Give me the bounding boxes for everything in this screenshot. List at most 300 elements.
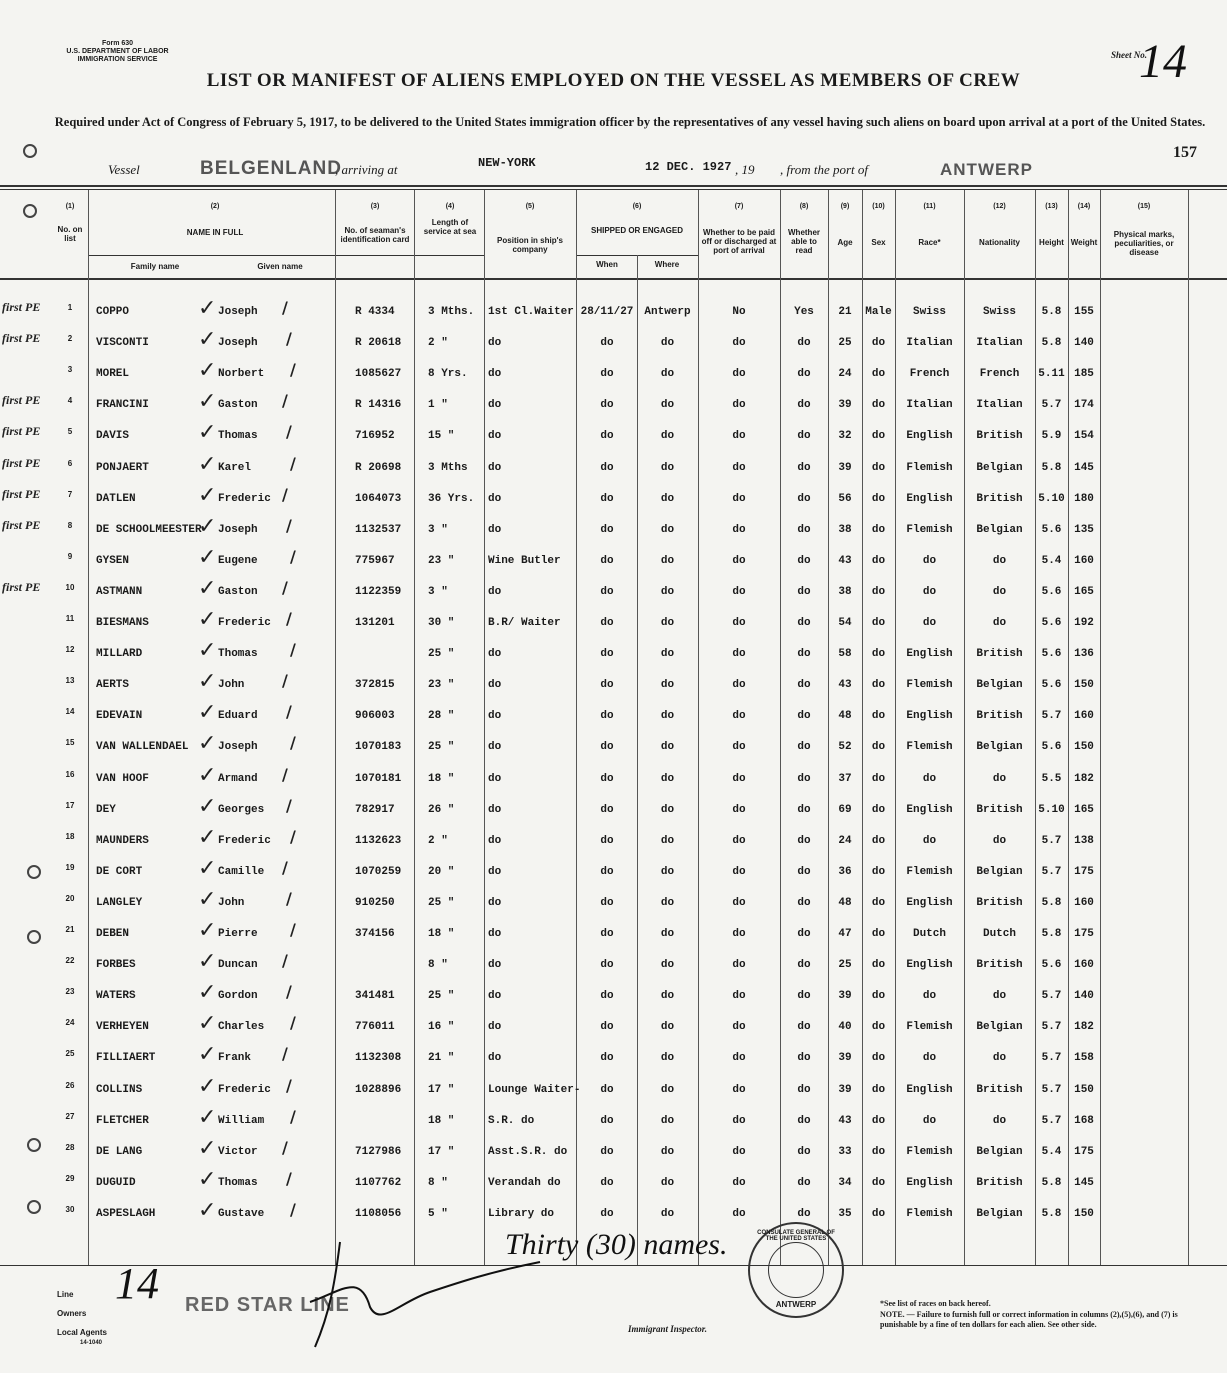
paid-off: do xyxy=(732,1207,746,1220)
family-name: DEBEN xyxy=(96,928,130,940)
row-number: 8 xyxy=(67,520,73,530)
race: do xyxy=(922,834,937,847)
table-row xyxy=(0,1166,1227,1200)
tick-mark-icon: / xyxy=(286,515,292,535)
age: 32 xyxy=(838,430,852,443)
given-name: Gordon xyxy=(218,990,258,1003)
row-number: 3 xyxy=(67,365,73,375)
name-subheader-rule xyxy=(88,255,484,256)
given-name: Thomas xyxy=(218,1176,258,1189)
tick-mark-icon: / xyxy=(290,360,296,380)
shipped-when: do xyxy=(600,399,614,412)
able-to-read: do xyxy=(797,368,811,381)
family-name: AERTS xyxy=(96,679,130,692)
weight: 150 xyxy=(1074,1083,1094,1096)
tick-mark-icon: / xyxy=(286,982,292,1002)
weight: 175 xyxy=(1074,928,1094,940)
tick-mark-icon: / xyxy=(282,951,288,971)
paid-off: do xyxy=(732,741,746,754)
service-length: 18 " xyxy=(428,772,455,785)
nationality: Belgian xyxy=(976,679,1023,692)
weight: 175 xyxy=(1074,1145,1094,1158)
given-name: Norbert xyxy=(218,368,265,381)
checkmark-icon: ✓ xyxy=(198,1135,217,1161)
age: 43 xyxy=(838,554,852,567)
seal-top-text: CONSULATE GENERAL OF THE UNITED STATES xyxy=(757,1230,835,1242)
checkmark-icon: ✓ xyxy=(198,607,217,632)
margin-annotation: first PE xyxy=(2,331,41,346)
row-number: 16 xyxy=(65,769,75,779)
header-id-card: No. of seaman's identification card xyxy=(340,226,410,244)
nationality: Belgian xyxy=(976,523,1023,536)
tick-mark-icon: / xyxy=(290,1013,296,1033)
height: 5.7 xyxy=(1041,990,1062,1003)
ship-position: 1st Cl.Waiter xyxy=(488,306,574,318)
service-length: 15 " xyxy=(428,430,455,443)
race: English xyxy=(906,492,953,505)
family-name: COLLINS xyxy=(96,1083,143,1096)
family-name: GYSEN xyxy=(96,554,130,567)
table-row xyxy=(0,793,1227,827)
weight: 155 xyxy=(1074,306,1094,318)
col-number: (3) xyxy=(370,203,380,210)
service-length: 3 Mths. xyxy=(428,306,475,318)
sex: do xyxy=(871,523,886,536)
ship-position: do xyxy=(488,461,502,474)
shipped-when: do xyxy=(600,648,614,661)
age: 48 xyxy=(838,896,852,909)
service-length: 30 " xyxy=(428,617,455,629)
shipped-when: do xyxy=(600,1207,614,1220)
race: do xyxy=(922,554,937,567)
family-name: MILLARD xyxy=(96,648,143,661)
family-name: VERHEYEN xyxy=(96,1021,149,1034)
nationality: Swiss xyxy=(982,306,1016,318)
age: 34 xyxy=(838,1176,852,1189)
id-card-number: 906003 xyxy=(355,710,395,723)
race: English xyxy=(906,896,953,909)
checkmark-icon: ✓ xyxy=(198,451,217,477)
paid-off: do xyxy=(732,1021,746,1034)
table-row xyxy=(0,544,1227,578)
table-row xyxy=(0,1104,1227,1138)
given-name: Joseph xyxy=(218,523,258,536)
table-row xyxy=(0,1135,1227,1169)
shipped-where: do xyxy=(660,803,675,816)
able-to-read: Yes xyxy=(794,306,814,318)
tick-mark-icon: / xyxy=(286,888,292,908)
family-name: ASPESLAGH xyxy=(96,1207,156,1220)
punch-hole xyxy=(27,1138,41,1152)
family-name: BIESMANS xyxy=(96,617,149,629)
height: 5.7 xyxy=(1041,1083,1062,1096)
col-number: (12) xyxy=(993,203,1006,210)
able-to-read: do xyxy=(797,1176,811,1189)
height: 5.9 xyxy=(1041,430,1062,443)
height: 5.5 xyxy=(1041,772,1062,785)
penalty-note: NOTE. — Failure to furnish full or correct information in columns (2),(5),(6), and (7) is punishable by a fine of ten dollars for each alien. See other side. xyxy=(880,1310,1178,1329)
service-length: 3 " xyxy=(428,585,448,598)
paid-off: do xyxy=(732,990,746,1003)
given-name: John xyxy=(218,896,245,909)
checkmark-icon: ✓ xyxy=(198,855,217,881)
age: 39 xyxy=(838,399,852,412)
shipped-where: do xyxy=(660,741,675,754)
nationality: Italian xyxy=(976,399,1023,412)
nationality: do xyxy=(992,834,1007,847)
shipped-when: do xyxy=(600,834,614,847)
given-name: Frederic xyxy=(218,834,271,847)
age: 58 xyxy=(838,648,852,661)
checkmark-icon: ✓ xyxy=(198,1197,217,1223)
shipped-when: do xyxy=(600,990,614,1003)
nationality: do xyxy=(992,1052,1007,1065)
table-row xyxy=(0,920,1227,951)
family-name: DAVIS xyxy=(96,430,130,443)
age: 25 xyxy=(838,959,852,972)
height: 5.7 xyxy=(1041,1052,1062,1065)
age: 21 xyxy=(838,306,852,318)
id-card-number: 1064073 xyxy=(355,492,402,505)
nationality: British xyxy=(976,1083,1023,1096)
given-name: Pierre xyxy=(218,928,258,940)
row-number: 18 xyxy=(65,831,75,841)
paid-off: do xyxy=(732,461,746,474)
height: 5.6 xyxy=(1041,523,1062,536)
header-where: Where xyxy=(654,260,680,269)
able-to-read: do xyxy=(797,803,811,816)
id-card-number: 131201 xyxy=(355,617,395,629)
family-name: EDEVAIN xyxy=(96,710,143,723)
service-length: 36 Yrs. xyxy=(428,492,475,505)
race: Flemish xyxy=(906,679,953,692)
weight: 150 xyxy=(1074,741,1094,754)
given-name: Joseph xyxy=(218,337,258,350)
checkmark-icon: ✓ xyxy=(198,513,217,539)
margin-annotation: first PE xyxy=(2,300,41,314)
id-card-number: R 4334 xyxy=(355,306,395,318)
nationality: do xyxy=(992,617,1007,629)
sex: do xyxy=(871,554,886,567)
weight: 145 xyxy=(1074,461,1094,474)
sex: do xyxy=(871,1145,886,1158)
paid-off: do xyxy=(732,1114,746,1127)
id-card-number: 1132537 xyxy=(355,523,402,536)
given-name: Victor xyxy=(218,1145,258,1158)
given-name: Armand xyxy=(218,772,258,785)
weight: 165 xyxy=(1074,803,1094,816)
service-length: 8 " xyxy=(428,959,448,972)
header-race: Race* xyxy=(918,238,941,247)
shipped-when: do xyxy=(600,1021,614,1034)
checkmark-icon: ✓ xyxy=(198,1042,217,1068)
table-row xyxy=(0,702,1227,733)
tick-mark-icon: / xyxy=(286,422,292,442)
header-no-on-list: No. on list xyxy=(57,225,83,243)
seal-bottom-text: ANTWERP xyxy=(775,1300,817,1309)
nationality: do xyxy=(992,772,1007,785)
ship-position: Wine Butler xyxy=(488,554,561,567)
shipped-when: do xyxy=(600,430,614,443)
weight: 185 xyxy=(1074,368,1094,381)
shipped-when: do xyxy=(600,865,614,878)
consulate-seal xyxy=(748,1222,844,1318)
ship-position: do xyxy=(488,1052,502,1065)
ship-position: do xyxy=(488,959,502,972)
header-given-name: Given name xyxy=(257,262,303,271)
shipped-when: do xyxy=(600,337,614,350)
checkmark-icon: ✓ xyxy=(198,420,217,446)
height: 5.6 xyxy=(1041,585,1062,598)
ship-position: do xyxy=(488,1021,502,1034)
tick-mark-icon: / xyxy=(286,1168,292,1188)
tick-mark-icon: / xyxy=(282,1137,288,1157)
punch-hole xyxy=(27,865,41,879)
weight: 135 xyxy=(1074,523,1094,536)
row-number: 12 xyxy=(65,645,75,655)
family-name: LANGLEY xyxy=(96,896,143,909)
given-name: Joseph xyxy=(218,306,258,318)
able-to-read: do xyxy=(797,617,811,629)
age: 39 xyxy=(838,1052,852,1065)
family-name: VISCONTI xyxy=(96,337,149,350)
nationality: Dutch xyxy=(982,928,1016,940)
height: 5.6 xyxy=(1041,648,1062,661)
shipped-where: do xyxy=(660,959,675,972)
checkmark-icon: ✓ xyxy=(198,824,217,850)
age: 37 xyxy=(838,772,852,785)
tick-mark-icon: / xyxy=(282,764,288,784)
tick-mark-icon: / xyxy=(286,609,292,628)
ship-position: do xyxy=(488,337,502,350)
able-to-read: do xyxy=(797,1145,811,1158)
able-to-read: do xyxy=(797,399,811,412)
checkmark-icon: ✓ xyxy=(198,1166,217,1192)
table-row xyxy=(0,482,1227,516)
from-port-label: , from the port of xyxy=(780,162,868,177)
height: 5.8 xyxy=(1041,461,1062,474)
paid-off: do xyxy=(732,617,746,629)
weight: 150 xyxy=(1074,679,1094,692)
id-card-number: R 20618 xyxy=(355,337,402,350)
height: 5.8 xyxy=(1041,896,1062,909)
col-number: (10) xyxy=(872,203,885,210)
age: 24 xyxy=(838,834,852,847)
able-to-read: do xyxy=(797,1021,811,1034)
checkmark-icon: ✓ xyxy=(198,980,217,1006)
service-length: 2 " xyxy=(428,834,448,847)
header-paid-off: Whether to be paid off or discharged at port of arrival xyxy=(701,228,777,255)
nationality: Belgian xyxy=(976,1207,1023,1220)
checkmark-icon: ✓ xyxy=(198,1104,217,1130)
family-name: FORBES xyxy=(96,959,136,972)
race: do xyxy=(922,772,937,785)
service-length: 23 " xyxy=(428,554,455,567)
shipped-when: do xyxy=(600,368,614,381)
shipped-when: do xyxy=(600,1083,614,1096)
punch-hole xyxy=(27,930,41,944)
given-name: William xyxy=(218,1114,265,1127)
paid-off: do xyxy=(732,523,746,536)
weight: 174 xyxy=(1074,399,1094,412)
tick-mark-icon: / xyxy=(286,702,292,722)
race: English xyxy=(906,1176,953,1189)
given-name: Thomas xyxy=(218,648,258,661)
ship-position: do xyxy=(488,772,502,785)
family-name: VAN HOOF xyxy=(96,772,149,785)
shipped-where: do xyxy=(660,399,675,412)
service-length: 26 " xyxy=(428,803,455,816)
given-name: Gustave xyxy=(218,1207,265,1220)
service-length: 21 " xyxy=(428,1052,455,1065)
age: 54 xyxy=(838,617,852,629)
checkmark-icon: ✓ xyxy=(198,544,217,570)
tick-mark-icon: / xyxy=(286,795,292,815)
height: 5.7 xyxy=(1041,399,1062,412)
ship-position: do xyxy=(488,399,502,412)
col-number: (9) xyxy=(840,203,850,210)
table-row xyxy=(0,609,1227,640)
id-card-number: 1028896 xyxy=(355,1083,402,1096)
race: Flemish xyxy=(906,461,953,474)
paid-off: do xyxy=(732,679,746,692)
header-weight: Weight xyxy=(1070,238,1098,247)
shipped-when: do xyxy=(600,585,614,598)
margin-annotation: first PE xyxy=(2,486,41,501)
nationality: British xyxy=(976,1176,1023,1189)
height: 5.8 xyxy=(1041,928,1062,940)
tick-mark-icon: / xyxy=(282,857,288,877)
nationality: Belgian xyxy=(976,741,1023,754)
service-length: 16 " xyxy=(428,1021,455,1034)
race: English xyxy=(906,803,953,816)
given-name: John xyxy=(218,679,245,692)
nationality: British xyxy=(976,959,1023,972)
table-top-border-inner xyxy=(0,189,1227,190)
row-number: 9 xyxy=(67,551,73,561)
tick-mark-icon: / xyxy=(282,577,288,597)
shipped-where: do xyxy=(660,928,675,940)
service-length: 8 " xyxy=(428,1176,448,1189)
id-card-number: 1107762 xyxy=(355,1176,402,1189)
sex: do xyxy=(871,492,886,505)
shipped-when: do xyxy=(600,928,614,940)
table-row xyxy=(0,982,1227,1013)
given-name: Joseph xyxy=(218,741,258,754)
ship-position: do xyxy=(488,648,502,661)
shipped-where: do xyxy=(660,585,675,598)
row-number: 22 xyxy=(65,956,75,966)
table-row xyxy=(0,391,1227,422)
checkmark-icon: ✓ xyxy=(198,918,217,943)
age: 52 xyxy=(838,741,852,754)
margin-annotation: first PE xyxy=(2,579,41,594)
margin-annotation: first PE xyxy=(2,455,41,470)
sex: do xyxy=(871,1021,886,1034)
nationality: Belgian xyxy=(976,1021,1023,1034)
tick-mark-icon: / xyxy=(290,640,296,660)
checkmark-icon: ✓ xyxy=(198,700,217,726)
row-number: 30 xyxy=(65,1204,75,1214)
weight: 165 xyxy=(1074,585,1094,598)
shipped-when: do xyxy=(600,461,614,474)
checkmark-icon: ✓ xyxy=(198,358,217,384)
shipped-when: do xyxy=(600,896,614,909)
nationality: do xyxy=(992,554,1007,567)
age: 24 xyxy=(838,368,852,381)
table-row xyxy=(0,671,1227,702)
height: 5.8 xyxy=(1041,337,1062,350)
id-card-number: 910250 xyxy=(355,896,395,909)
tick-mark-icon: / xyxy=(286,1075,292,1095)
age: 40 xyxy=(838,1021,852,1034)
shipped-where: do xyxy=(660,648,675,661)
given-name: Georges xyxy=(218,803,265,816)
height: 5.6 xyxy=(1041,679,1062,692)
ship-position: do xyxy=(488,803,502,816)
shipped-when: do xyxy=(600,554,614,567)
row-number: 20 xyxy=(65,893,75,903)
sex: do xyxy=(871,990,886,1003)
paid-off: do xyxy=(732,1145,746,1158)
paid-off: do xyxy=(732,896,746,909)
service-length: 18 " xyxy=(428,928,455,940)
shipped-when: do xyxy=(600,679,614,692)
paid-off: do xyxy=(732,430,746,443)
shipped-where: do xyxy=(660,1052,675,1065)
shipped-where: do xyxy=(660,337,675,350)
paid-off: do xyxy=(732,492,746,505)
shipped-where: do xyxy=(660,679,675,692)
arriving-port: NEW-YORK xyxy=(478,156,536,170)
height: 5.11 xyxy=(1038,368,1065,381)
able-to-read: do xyxy=(797,834,811,847)
row-number: 7 xyxy=(67,489,73,499)
sex: do xyxy=(871,648,886,661)
id-card-number: 1070181 xyxy=(355,772,402,785)
given-name: Duncan xyxy=(218,959,258,972)
arrival-date: 12 DEC. 1927 xyxy=(645,160,732,174)
family-name: MAUNDERS xyxy=(96,834,149,847)
height: 5.6 xyxy=(1041,617,1062,629)
family-name: DE SCHOOLMEESTER xyxy=(96,523,202,536)
ship-position: Lounge Waiter- xyxy=(488,1083,581,1096)
height: 5.7 xyxy=(1041,865,1062,878)
tick-mark-icon: / xyxy=(290,826,296,846)
paid-off: do xyxy=(732,337,746,350)
able-to-read: do xyxy=(797,337,811,350)
nationality: British xyxy=(976,648,1023,661)
row-number: 25 xyxy=(65,1049,75,1059)
id-card-number: 1070259 xyxy=(355,865,402,878)
ship-position: do xyxy=(488,741,502,754)
checkmark-icon: ✓ xyxy=(198,886,217,912)
shipped-where: do xyxy=(660,1021,675,1034)
family-name: ASTMANN xyxy=(96,585,143,598)
shipped-when: do xyxy=(600,803,614,816)
ship-position: do xyxy=(488,928,502,940)
ship-position: do xyxy=(488,896,502,909)
id-card-number: 716952 xyxy=(355,430,395,443)
paid-off: do xyxy=(732,772,746,785)
year-label: , 19 xyxy=(735,162,755,177)
paid-off: do xyxy=(732,865,746,878)
row-number: 24 xyxy=(65,1018,75,1028)
checkmark-icon: ✓ xyxy=(198,1073,217,1099)
table-row xyxy=(0,422,1227,453)
checkmark-icon: ✓ xyxy=(198,575,217,601)
paid-off: do xyxy=(732,928,746,940)
